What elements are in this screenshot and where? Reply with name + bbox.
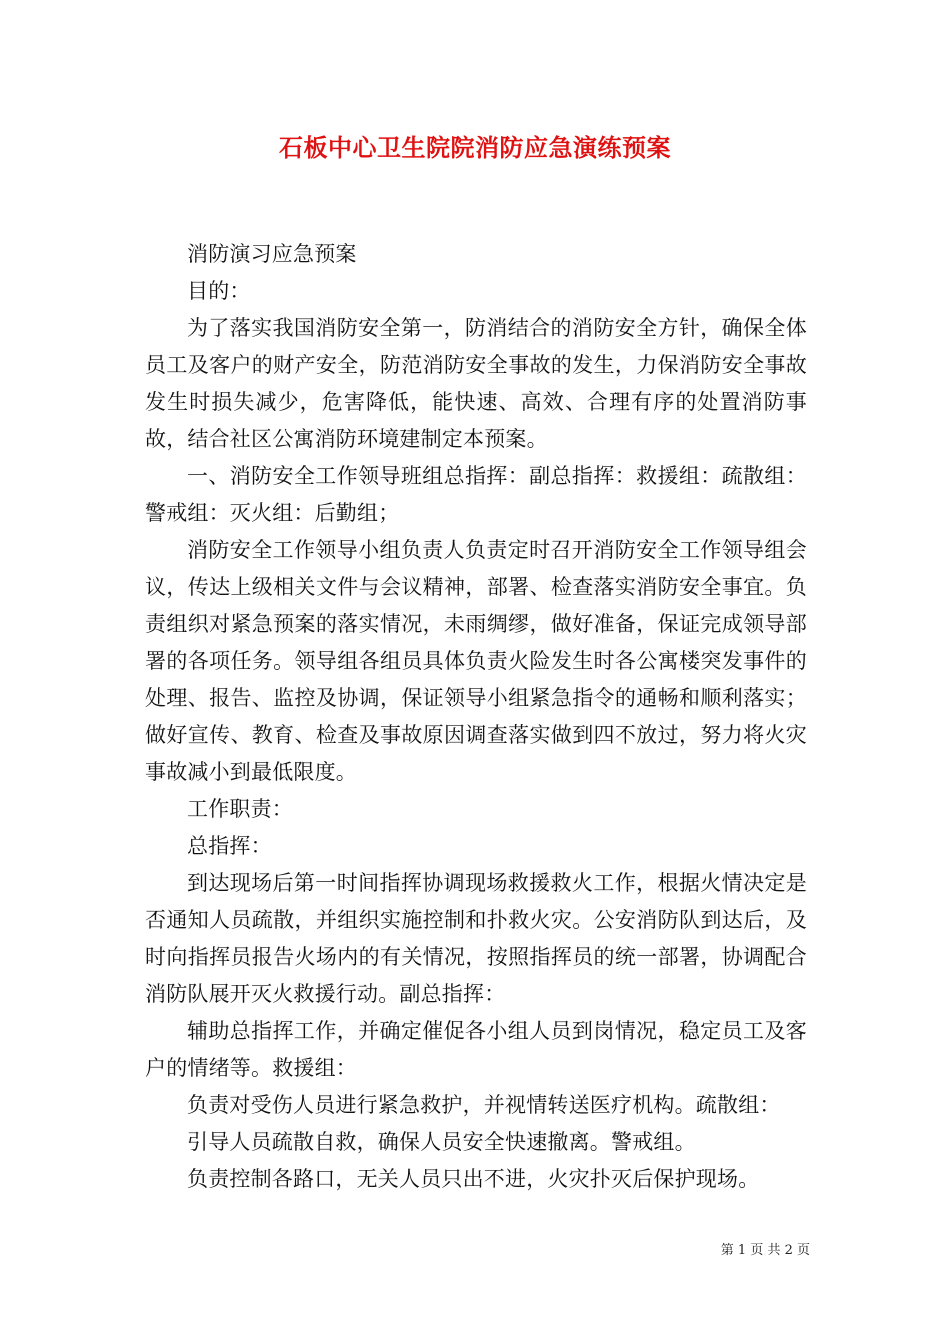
paragraph-purpose-label: 目的： (187, 279, 251, 303)
paragraph-leadership-duties: 消防安全工作领导小组负责人负责定时召开消防安全工作领导组会议，传达上级相关文件与会议精神，部署、检查落实消防安全事宜。负责组织对紧急预案的落实情况，未雨绸缪，做好准备，保证完成领导部署的各项任务。领导组各组员具体负责火险发生时各公寓楼突发事件的处理、报告、监控及协调，保证领导小组紧急指令的通畅和顺利落实；做好宣传、教育、检查及事故原因调查落实做到四不放过，努力将火灾事故减小到最低限度。 (145, 538, 807, 784)
paragraph-heading: 消防演习应急预案 (187, 242, 357, 266)
page-number: 第 1 页 共 2 页 (720, 1243, 810, 1258)
paragraph-leadership-team: 一、消防安全工作领导班组总指挥：副总指挥：救援组：疏散组：警戒组：灭火组：后勤组； (145, 464, 807, 525)
paragraph-deputy-duties: 辅助总指挥工作，并确定催促各小组人员到岗情况，稳定员工及客户的情绪等。救援组： (145, 1019, 807, 1080)
paragraph-evacuation-duties: 引导人员疏散自救，确保人员安全快速撤离。警戒组。 (187, 1130, 696, 1154)
document-body (145, 236, 807, 1198)
paragraph-rescue-duties: 负责对受伤人员进行紧急救护，并视情转送医疗机构。疏散组： (187, 1093, 781, 1117)
paragraph-duties-label: 工作职责： (187, 797, 293, 821)
paragraph-commander-label: 总指挥： (187, 834, 272, 858)
paragraph-purpose: 为了落实我国消防安全第一，防消结合的消防安全方针，确保全体员工及客户的财产安全，防范消防安全事故的发生，力保消防安全事故发生时损失减少，危害降低，能快速、高效、合理有序的处置消防事故，结合社区公寓消防环境建制定本预案。 (145, 316, 807, 451)
paragraph-guard-duties: 负责控制各路口，无关人员只出不进，火灾扑灭后保护现场。 (187, 1167, 760, 1191)
document-title: 石板中心卫生院院消防应急演练预案 (279, 133, 671, 162)
paragraph-commander-duties: 到达现场后第一时间指挥协调现场救援救火工作，根据火情决定是否通知人员疏散，并组织实施控制和扑救火灾。公安消防队到达后，及时向指挥员报告火场内的有关情况，按照指挥员的统一部署，协调配合消防队展开灭火救援行动。副总指挥： (145, 871, 807, 1006)
